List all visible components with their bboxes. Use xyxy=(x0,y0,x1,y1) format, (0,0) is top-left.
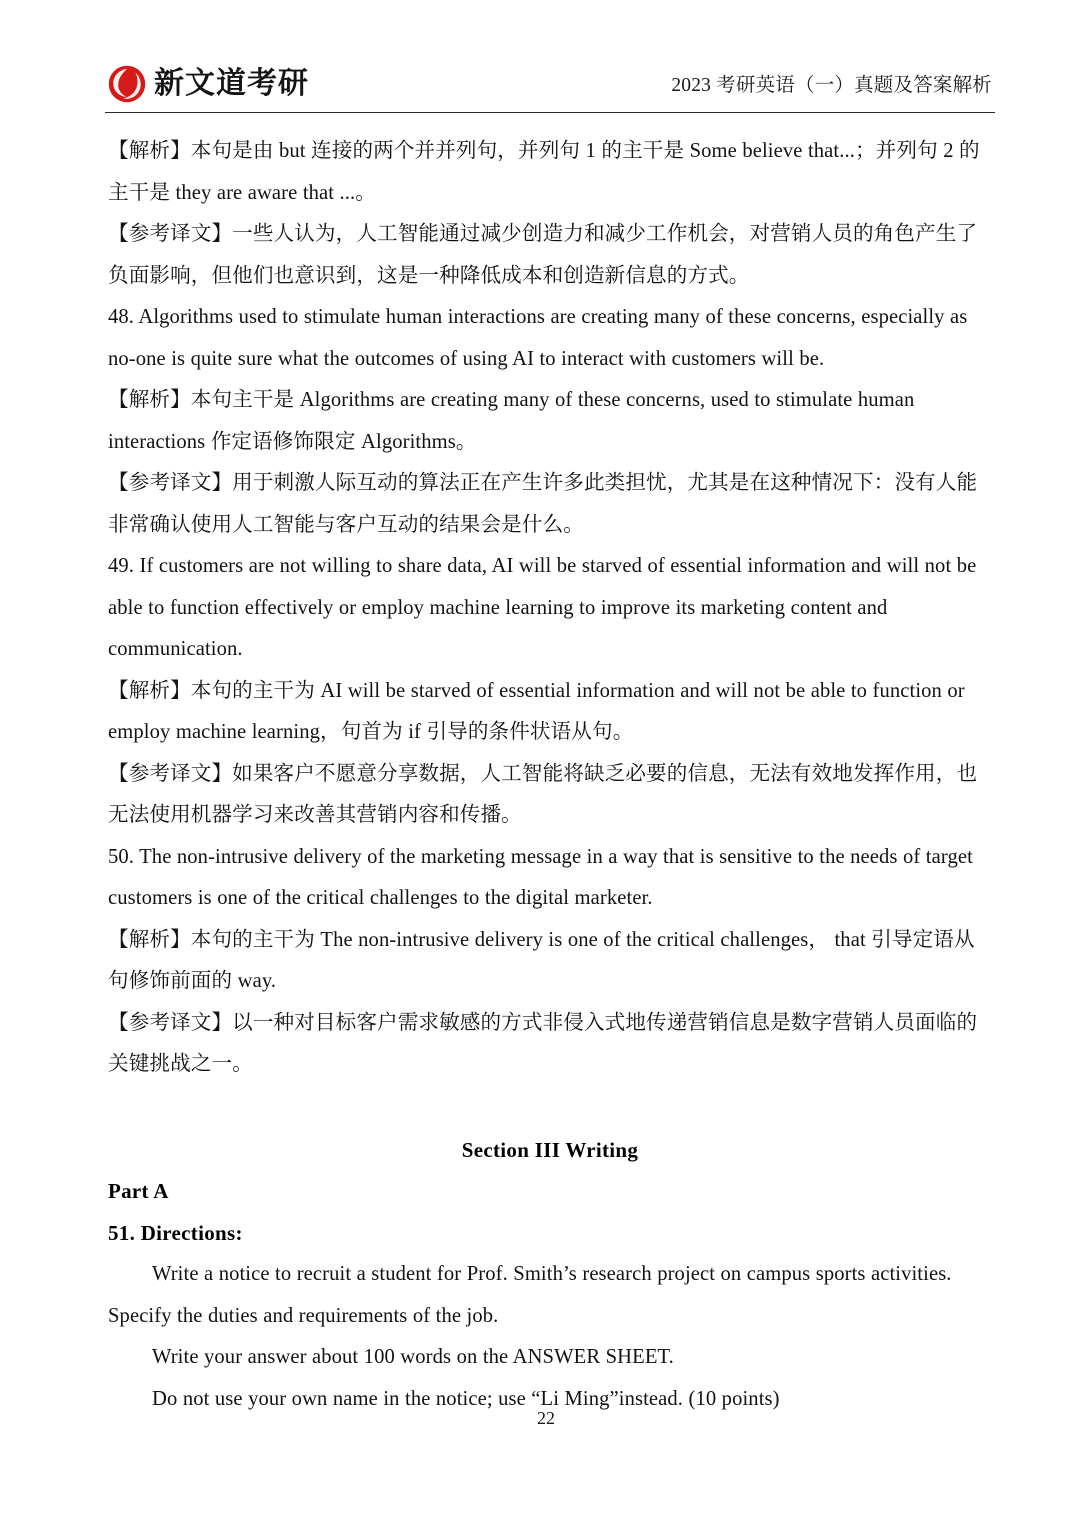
paragraph-analysis-49: 【解析】本句的主干为 AI will be starved of essential information and will not be able to function or employ machine learning，句首为 if 引导的条件状语从句。 xyxy=(108,679,965,743)
paragraph-translation-49: 【参考译文】如果客户不愿意分享数据，人工智能将缺乏必要的信息，无法有效地发挥作用，也无法使用机器学习来改善其营销内容和传播。 xyxy=(108,762,978,826)
page-number: 22 xyxy=(537,1408,555,1428)
page-footer xyxy=(0,1408,1092,1429)
document-body xyxy=(108,131,992,1420)
paragraph-translation-50: 【参考译文】以一种对目标客户需求敏感的方式非侵入式地传递营销信息是数字营销人员面临的关键挑战之一。 xyxy=(108,1011,978,1075)
page-header xyxy=(108,58,992,110)
directions-line-3: Do not use your own name in the notice; use “Li Ming”instead. (10 points) xyxy=(152,1387,780,1410)
paragraph-question-49: 49. If customers are not willing to share data, AI will be starved of essential information and will not be able to function effectively or employ machine learning to improve its marketing content and communication. xyxy=(108,555,977,660)
directions-line-2: Write your answer about 100 words on the ANSWER SHEET. xyxy=(152,1346,674,1368)
paragraph-analysis-48: 【解析】本句主干是 Algorithms are creating many of these concerns, used to stimulate human interactions 作定语修饰限定 Algorithms。 xyxy=(108,389,915,453)
part-a-label: Part A xyxy=(108,1179,169,1203)
paragraph-question-50: 50. The non-intrusive delivery of the marketing message in a way that is sensitive to the needs of target customers is one of the critical challenges to the digital marketer. xyxy=(108,845,973,909)
paragraph-analysis-47: 【解析】本句是由 but 连接的两个并并列句，并列句 1 的主干是 Some believe that...；并列句 2 的主干是 they are aware that ...。 xyxy=(108,140,980,204)
section-heading-writing: Section III Writing xyxy=(461,1137,639,1162)
directions-label: 51. Directions: xyxy=(108,1220,243,1245)
document-title: 2023 考研英语（一）真题及答案解析 xyxy=(671,75,992,96)
brand-name: 新文道考研 xyxy=(154,67,309,100)
paragraph-analysis-50: 【解析】本句的主干为 The non-intrusive delivery is one of the critical challenges， that 引导定语从句修饰前面的 way. xyxy=(108,928,975,992)
paragraph-question-48: 48. Algorithms used to stimulate human interactions are creating many of these concerns, especially as no-one is quite sure what the outcomes of using AI to interact with customers will be. xyxy=(108,306,968,370)
paragraph-translation-48: 【参考译文】用于刺激人际互动的算法正在产生许多此类担忧，尤其是在这种情况下：没有人能非常确认使用人工智能与客户互动的结果会是什么。 xyxy=(108,472,978,536)
directions-line-1: Write a notice to recruit a student for Prof. Smith’s research project on campus sports activities. Specify the duties and requirements of the job. xyxy=(108,1263,952,1327)
brand-logo xyxy=(108,65,309,103)
header-divider xyxy=(105,112,995,113)
phoenix-circle-logo-icon xyxy=(108,65,146,103)
paragraph-translation-47: 【参考译文】一些人认为，人工智能通过减少创造力和减少工作机会，对营销人员的角色产生了负面影响，但他们也意识到，这是一种降低成本和创造新信息的方式。 xyxy=(108,223,978,287)
